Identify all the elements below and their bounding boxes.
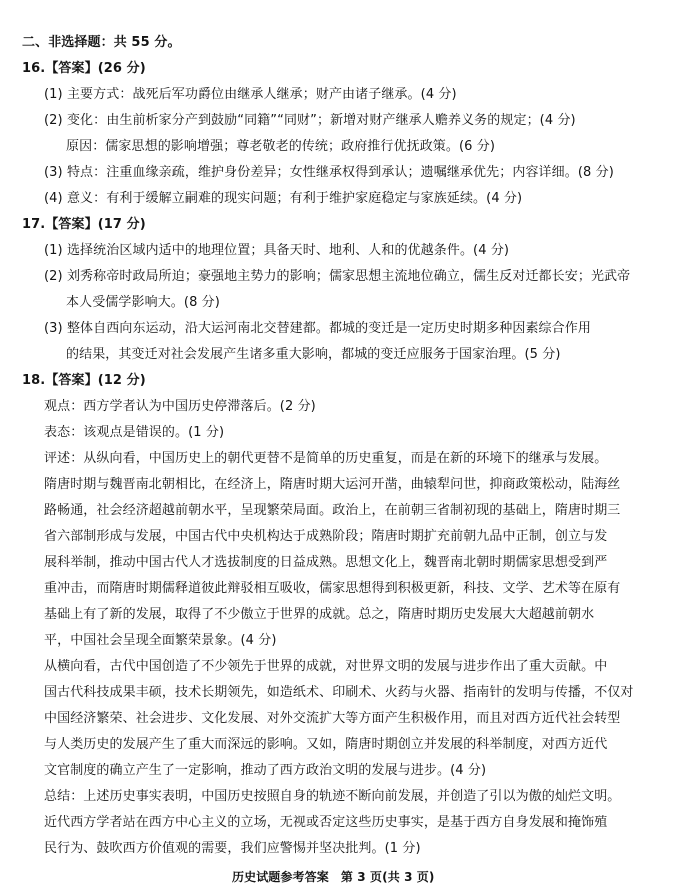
q18-comment-line: 省六部制形成与发展，中国古代中央机构达于成熟阶段；隋唐时期扩充前朝九品中正制，创立与发 <box>44 529 608 544</box>
q18-viewpoint: 观点：西方学者认为中国历史停滞落后。(2 分) <box>44 399 316 414</box>
q18-comment-line: 重冲击，而隋唐时期儒释道彼此辩驳相互吸收，儒家思想得到积极更新，科技、文学、艺术等在原有 <box>44 581 621 596</box>
q18-horizontal-line: 中国经济繁荣、社会进步、文化发展、对外交流扩大等方面产生积极作用，而且对西方近代社会转型 <box>44 711 621 726</box>
q18-comment-line: 平，中国社会呈现全面繁荣景象。(4 分) <box>44 633 277 648</box>
q18-horizontal-line: 与人类历史的发展产生了重大而深远的影响。又如，隋唐时期创立并发展的科举制度，对西方近代 <box>44 737 608 752</box>
q18-horizontal-line: 文官制度的确立产生了一定影响，推动了西方政治文明的发展与进步。(4 分) <box>44 763 487 778</box>
q18-summary-line: 近代西方学者站在西方中心主义的立场，无视或否定这些历史事实，是基于西方自身发展和掩饰殖 <box>44 815 608 830</box>
q18-comment-line: 展科举制，推动中国古代人才选拔制度的日益成熟。思想文化上，魏晋南北朝时期儒家思想受到严 <box>44 555 608 570</box>
q18-comment-line: 基础上有了新的发展，取得了不少傲立于世界的成就。总之，隋唐时期历史发展大大超越前朝水 <box>44 607 595 622</box>
q17-part1: (1) 选择统治区域内适中的地理位置；具备天时、地利、人和的优越条件。(4 分) <box>44 243 510 258</box>
q18-comment-line: 路畅通，社会经济超越前朝水平，呈现繁荣局面。政治上，在前朝三省制初现的基础上，隋唐时期三 <box>44 503 621 518</box>
q18-comment-line: 隋唐时期与魏晋南北朝相比，在经济上，隋唐时期大运河开凿，曲辕犁问世，抑商政策松动，陆海丝 <box>44 477 621 492</box>
q17-part2-line1: (2) 刘秀称帝时政局所迫；豪强地主势力的影响；儒家思想主流地位确立，儒生反对迁都长安；光武帝 <box>44 269 631 284</box>
q16-part4: (4) 意义：有利于缓解立嗣难的现实问题；有利于维护家庭稳定与家族延续。(4 分) <box>44 191 523 206</box>
q18-stance: 表态：该观点是错误的。(1 分) <box>44 425 225 440</box>
q17-part3-line2: 的结果，其变迁对社会发展产生诸多重大影响，都城的变迁应服务于国家治理。(5 分) <box>66 347 561 362</box>
q17-header: 17.【答案】(17 分) <box>22 217 146 232</box>
q18-horizontal-line: 从横向看，古代中国创造了不少领先于世界的成就，对世界文明的发展与进步作出了重大贡献。中 <box>44 659 608 674</box>
q18-horizontal-line: 国古代科技成果丰硕，技术长期领先，如造纸术、印刷术、火药与火器、指南针的发明与传播，不仅对 <box>44 685 634 700</box>
q16-part2-change: (2) 变化：由生前析家分产到鼓励“同籍”“同财”；新增对财产继承人赡养义务的规定；(4 分) <box>44 113 576 128</box>
q16-part3: (3) 特点：注重血缘亲疏，维护身份差异；女性继承权得到承认；遗嘱继承优先；内容详细。(8 分) <box>44 165 614 180</box>
q16-header: 16.【答案】(26 分) <box>22 61 146 76</box>
q16-part1: (1) 主要方式：战死后军功爵位由继承人继承；财产由诸子继承。(4 分) <box>44 87 457 102</box>
section-title: 二、非选择题：共 55 分。 <box>22 35 181 50</box>
page-footer: 历史试题参考答案 第 3 页(共 3 页) <box>232 870 435 884</box>
q18-summary-line: 民行为、鼓吹西方价值观的需要，我们应警惕并坚决批判。(1 分) <box>44 841 421 856</box>
q17-part2-line2: 本人受儒学影响大。(8 分) <box>66 295 220 310</box>
q18-header: 18.【答案】(12 分) <box>22 373 146 388</box>
q18-summary-line: 总结：上述历史事实表明，中国历史按照自身的轨迹不断向前发展，并创造了引以为傲的灿烂文明。 <box>44 789 621 804</box>
q17-part3-line1: (3) 整体自西向东运动，沿大运河南北交替建都。都城的变迁是一定历史时期多种因素综合作用 <box>44 321 591 336</box>
q18-comment-line: 评述：从纵向看，中国历史上的朝代更替不是简单的历史重复，而是在新的环境下的继承与发展。 <box>44 451 608 466</box>
q16-part2-reason: 原因：儒家思想的影响增强；尊老敬老的传统；政府推行优抚政策。(6 分) <box>66 139 496 154</box>
